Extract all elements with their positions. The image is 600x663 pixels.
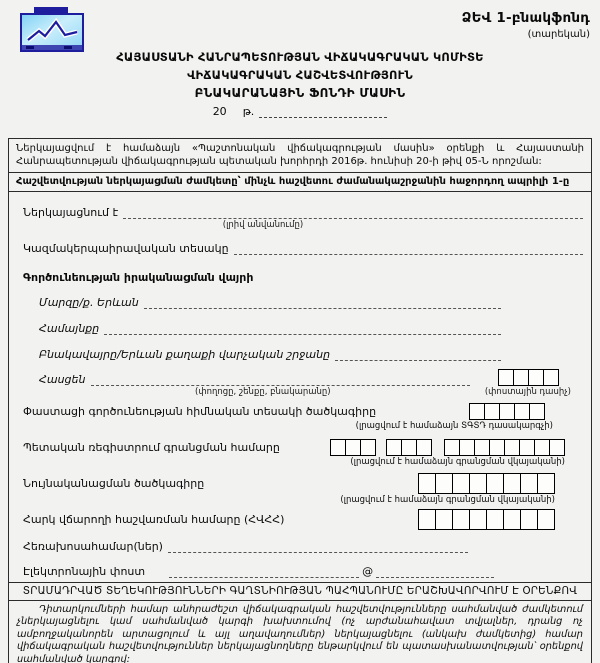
form-header (0, 0, 600, 138)
org-name-line1: ՀԱՅԱՍՏԱՆԻ ՀԱՆՐԱՊԵՏՈՒԹՅԱՆ ՎԻՃԱԿԱԳՐԱԿԱՆ ԿՈՄԻՏԵ (116, 50, 484, 64)
activity-code-row (23, 403, 583, 420)
year-line (0, 105, 600, 118)
code-cell (514, 403, 530, 420)
code-cell (330, 439, 346, 456)
settlement-fill-line (335, 348, 501, 361)
org-name-line2: ՎԻՃԱԿԱԳՐԱԿԱՆ ՀԱՇՎԵՏՎՈՒԹՅՈՒՆ (187, 68, 413, 82)
form-code: ՁԵՎ 1-բնակֆոնդ (461, 10, 590, 26)
code-cell (529, 403, 545, 420)
register-label: Պետական ռեգիստրում գրանցման համարը (23, 441, 280, 454)
region-row (23, 296, 501, 309)
activity-code-cells (469, 403, 545, 420)
code-cell (499, 403, 515, 420)
code-cell (452, 473, 470, 494)
email-label: Էլեկտրոնային փոստ (23, 565, 146, 578)
code-cell (503, 509, 521, 530)
register-cells-group1 (330, 439, 376, 456)
settlement-label: Բնակավայրը/Երևան քաղաքի վարչական շրջանը (39, 348, 331, 361)
code-cell (418, 509, 436, 530)
code-cell (537, 473, 555, 494)
presenter-row (23, 206, 583, 219)
page-title: ԲՆԱԿԱՐԱՆԱՅԻՆ ՖՈՆԴԻ ՄԱՍԻՆ (194, 86, 406, 100)
postal-code-cells (498, 369, 559, 386)
code-cell (549, 439, 565, 456)
email-row (23, 565, 583, 578)
address-hint-line (23, 387, 583, 397)
register-hint: (լրացվում է համաձայն գրանցման վկայականի) (350, 457, 565, 467)
postal-hint: (փոստային դասիչ) (484, 387, 571, 397)
logo-mark-left (26, 46, 34, 49)
address-fill-line (91, 373, 471, 386)
activity-code-hint: (լրացվում է համաձայն ՏԳՏԴ դասակարգչի) (355, 421, 553, 431)
deadline-box: Հաշվետվության ներկայացման ժամկետը՝ մինչև հաշվետու ժամանակաշրջանին հաջորդող ապրիլի 1-ը (8, 172, 592, 192)
code-cell (469, 403, 485, 420)
id-code-cells (418, 473, 555, 494)
year-prefix: 20 (212, 105, 227, 118)
presenter-hint: (լրիվ անվանումը) (222, 220, 304, 230)
register-row (23, 439, 583, 456)
liability-notice: Դիտարկումների համար անհրաժեշտ վիճակագրական հաշվետվությունները սահմանված ժամկետում չներկայացնելու կամ սահմանված կարգի խախտումով (ոչ արժանահավատ տվյալներ, դրանց ոչ ամբողջականորեն արտացոլում և այլ աղավաղումներ) ներկայացնելու (անկախ ժամկետից) համար վիճակագրական հաշվետվություններ ներկայացնողները ենթարկվում են պատասխանատվության՝ օրենքով սահմանված կարգով: (8, 600, 592, 663)
confidentiality-guarantee: ՏՐԱՄԱԴՐՎԱԾ ՏԵՂԵԿՈՒԹՅՈՒՆՆԵՐԻ ԳԱՂՏՆԻՈՒԹՅԱՆ ՊԱՀՊԱՆՈՒՄԸ ԵՐԱՇԽԱՎՈՐՎՈՒՄ Է ՕՐԵՆՔՈՎ (8, 582, 592, 601)
code-cell (503, 473, 521, 494)
code-cell (469, 509, 487, 530)
phone-label: Հեռախոսահամար(ներ) (23, 540, 163, 553)
register-cells-group2 (386, 439, 432, 456)
armstat-logo (20, 7, 86, 53)
code-cell (513, 369, 529, 386)
code-cell (520, 509, 538, 530)
code-cell (528, 369, 544, 386)
community-label: Համայնքը (39, 322, 100, 335)
code-cell (435, 473, 453, 494)
code-cell (484, 403, 500, 420)
presenter-label: Ներկայացնում է (23, 206, 119, 219)
region-label: Մարզը/ք. Երևան (39, 296, 139, 309)
community-row (23, 322, 501, 335)
settlement-row (23, 348, 501, 361)
code-cell (474, 439, 490, 456)
id-code-row (23, 473, 583, 494)
code-cell (418, 473, 436, 494)
code-cell (537, 509, 555, 530)
form-code-block (462, 10, 590, 40)
code-cell (416, 439, 432, 456)
year-fill-line (259, 106, 387, 118)
legal-type-fill-line (234, 242, 583, 255)
phone-row (23, 540, 583, 553)
code-cell (459, 439, 475, 456)
activity-code-label: Փաստացի գործունեության հիմնական տեսակի ծածկագիրը (23, 405, 377, 418)
legal-basis-box: Ներկայացվում է համաձայն «Պաշտոնական վիճակագրության մասին» օրենքի և Հայաստանի Հանրապետության վիճակագրության պետական խորհրդի 2016թ. հունիսի 20-ի թիվ 05-Ն որոշման: (8, 138, 592, 173)
code-cell (543, 369, 559, 386)
id-code-label: Նույնականացման ծածկագիրը (23, 477, 205, 490)
id-code-hint: (լրացվում է համաձայն գրանցման վկայականի) (340, 495, 555, 505)
form-period: (տարեկան) (527, 29, 590, 40)
code-cell (452, 509, 470, 530)
code-cell (504, 439, 520, 456)
logo-mark-right (64, 46, 72, 49)
code-cell (534, 439, 550, 456)
email-at-symbol: @ (362, 565, 374, 578)
email-local-fill-line (169, 565, 359, 578)
code-cell (469, 473, 487, 494)
tin-label: Հարկ վճարողի հաշվառման համարը (ՀՎՀՀ) (23, 513, 285, 526)
address-hint: (փողոցը, շենքը, բնակարանը) (195, 387, 331, 397)
chart-folder-icon (20, 7, 86, 53)
tin-cells (418, 509, 555, 530)
main-form-box (8, 191, 592, 583)
email-domain-fill-line (376, 565, 494, 578)
address-row (23, 369, 583, 386)
region-fill-line (144, 296, 501, 309)
year-suffix: թ. (242, 105, 255, 118)
code-cell (486, 509, 504, 530)
legal-type-label: Կազմակերպաիրավական տեսակը (23, 242, 229, 255)
code-cell (360, 439, 376, 456)
activity-place-heading: Գործունեության իրականացման վայրի (23, 271, 254, 284)
presenter-fill-line (123, 206, 583, 219)
code-cell (401, 439, 417, 456)
legal-type-row (23, 242, 583, 255)
code-cell (486, 473, 504, 494)
tin-row (23, 509, 583, 530)
address-label: Հասցեն (39, 373, 86, 386)
code-cell (444, 439, 460, 456)
code-cell (498, 369, 514, 386)
code-cell (435, 509, 453, 530)
code-cell (519, 439, 535, 456)
phone-fill-line (168, 540, 468, 553)
presenter-hint-line (23, 220, 583, 230)
register-cells-group3 (444, 439, 565, 456)
code-cell (386, 439, 402, 456)
community-fill-line (104, 322, 501, 335)
code-cell (489, 439, 505, 456)
code-cell (520, 473, 538, 494)
code-cell (345, 439, 361, 456)
